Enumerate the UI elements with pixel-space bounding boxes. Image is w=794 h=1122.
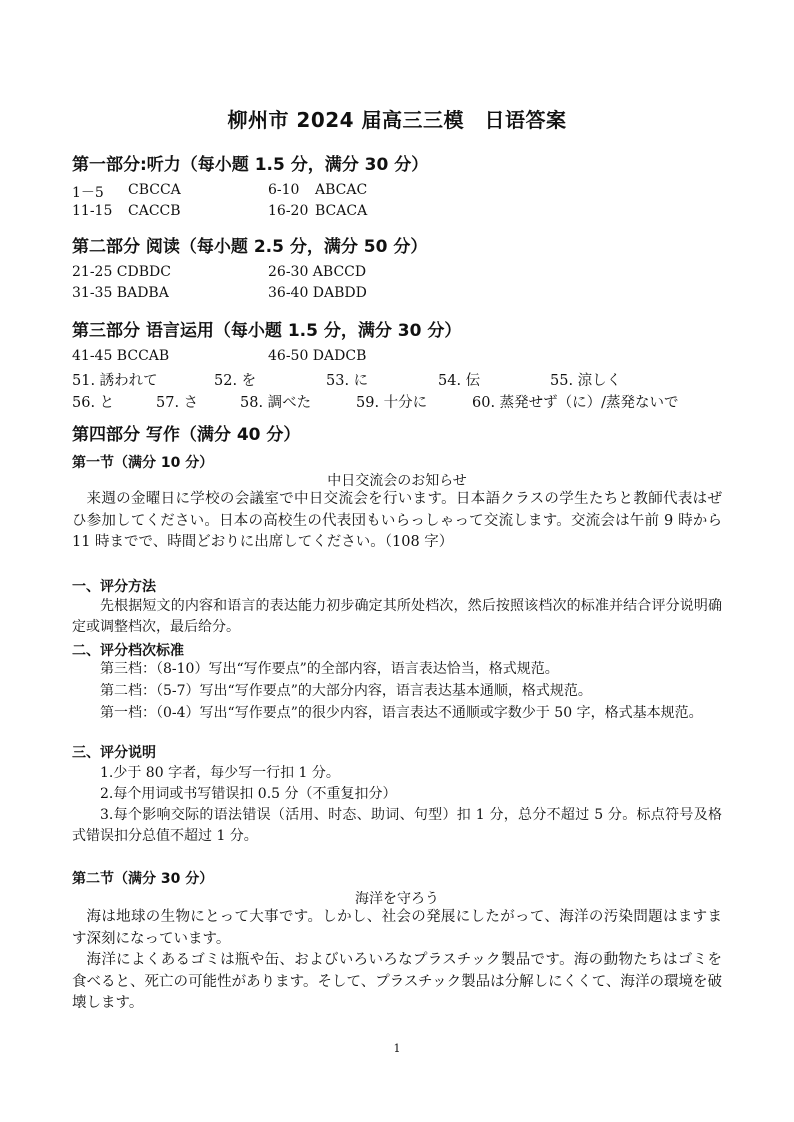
method-text: 先根据短文的内容和语言的表达能力初步确定其所处档次，然后按照该档次的标准并结合评分说明确定或调整档次，最后给分。: [72, 598, 722, 635]
page-number: 1: [393, 1042, 401, 1055]
notes-heading: 三、评分说明: [72, 745, 156, 761]
range-label: 6-10: [268, 182, 300, 198]
answer-group: CBCCA: [128, 182, 181, 198]
section2-heading: 第二节（满分 30 分）: [72, 871, 214, 887]
fill-answer: 53. に: [326, 373, 369, 389]
range-label: 16-20: [268, 203, 309, 219]
answer-group: 36-40 DABDD: [268, 285, 367, 301]
answer-group: CACCB: [128, 203, 181, 219]
section2-paragraph: 海洋によくあるゴミは瓶や缶、およびいろいろなプラスチック製品です。海の動物たちはゴミを食べると、死亡の可能性があります。そして、プラスチック製品は分解しにくくて、海洋の環境を破壊します。: [72, 952, 722, 1011]
section1-essay-title: 中日交流会のお知らせ: [327, 473, 467, 489]
section1-heading: 第一节（满分 10 分）: [72, 455, 214, 471]
fill-answer: 55. 涼しく: [550, 373, 622, 389]
fill-answer: 59. 十分に: [356, 395, 428, 411]
part2-heading: 第二部分 阅读（每小题 2.5 分，满分 50 分）: [72, 237, 428, 257]
standard-heading: 二、评分档次标准: [72, 643, 184, 659]
fill-answer: 51. 誘われて: [72, 373, 158, 389]
fill-answer: 60. 蒸発せず（に）/蒸発ないで: [472, 395, 679, 411]
answer-group: 26-30 ABCCD: [268, 264, 367, 280]
part3-heading: 第三部分 语言运用（每小题 1.5 分，满分 30 分）: [72, 321, 462, 341]
page-title: 柳州市 2024 届高三三模 日语答案: [227, 108, 567, 132]
answer-group: ABCAC: [315, 182, 368, 198]
answer-group: 31-35 BADBA: [72, 285, 169, 301]
answer-group: 46-50 DADCB: [268, 348, 367, 364]
section2-essay-title: 海洋を守ろう: [355, 891, 439, 907]
part1-heading: 第一部分:听力（每小题 1.5 分，满分 30 分）: [72, 155, 429, 175]
fill-answer: 56. と: [72, 395, 115, 411]
answer-group: 21-25 CDBDC: [72, 264, 171, 280]
fill-answer: 52. を: [214, 373, 257, 389]
method-heading: 一、评分方法: [72, 579, 156, 595]
standard-item: 第三档：（8-10）写出“写作要点”的全部内容，语言表达恰当，格式规范。: [100, 661, 559, 677]
section2-paragraph: 海は地球の生物にとって大事です。しかし、社会の発展にしたがって、海洋の汚染問題はますます深刻になっています。: [72, 909, 722, 947]
standard-item: 第一档：（0-4）写出“写作要点”的很少内容，语言表达不通顺或字数少于 50 字，格式基本规范。: [100, 705, 703, 721]
fill-answer: 54. 伝: [438, 373, 481, 389]
note-item: 2.每个用词或书写错误扣 0.5 分（不重复扣分）: [100, 786, 397, 802]
answer-group: 41-45 BCCAB: [72, 348, 170, 364]
range-label: 11-15: [72, 203, 113, 219]
answer-group: BCACA: [315, 203, 368, 219]
note-item: 3.每个影响交际的语法错误（活用、时态、助词、句型）扣 1 分，总分不超过 5 分。标点符号及格式错误扣分总值不超过 1 分。: [72, 807, 722, 844]
note-item: 1.少于 80 字者，每少写一行扣 1 分。: [100, 765, 340, 781]
fill-answer: 57. さ: [156, 395, 199, 411]
section1-essay: 来週の金曜日に学校の会議室で中日交流会を行います。日本語クラスの学生たちと教師代表はぜひ参加してください。日本の高校生の代表団もいらっしゃって交流します。交流会は午前 9 時から 11 時までで、時間どおりに出席してください。（108 字）: [72, 491, 722, 550]
fill-answer: 58. 調べた: [240, 395, 312, 411]
standard-item: 第二档：（5-7）写出“写作要点”的大部分内容，语言表达基本通顺，格式规范。: [100, 683, 592, 699]
range-label: 1－5: [72, 185, 104, 201]
part4-heading: 第四部分 写作（满分 40 分）: [72, 425, 301, 445]
